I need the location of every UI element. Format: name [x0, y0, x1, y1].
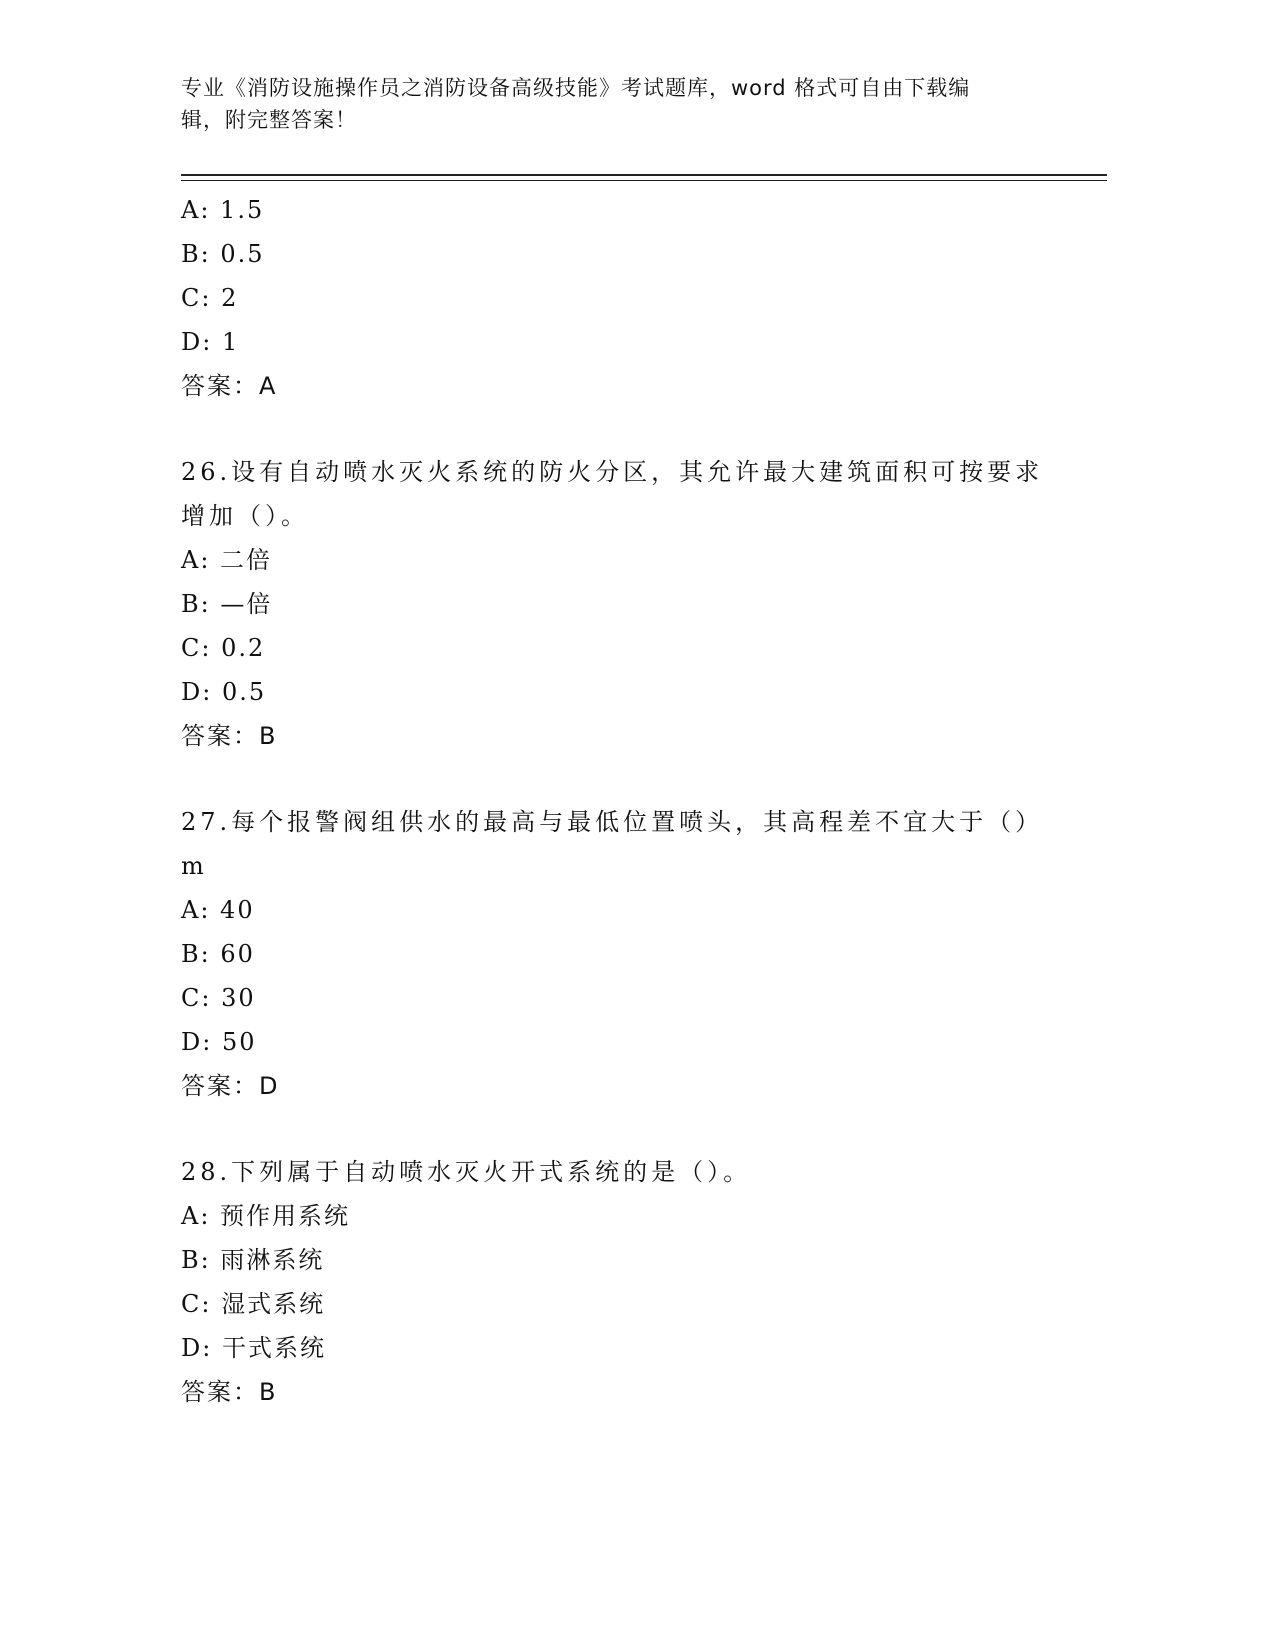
question-block-28 [181, 1150, 1121, 1414]
option-d: D: 50 [181, 1028, 257, 1056]
option-c: C: 2 [181, 284, 239, 312]
option-c: C: 30 [181, 984, 256, 1012]
answer-line: 答案：D [181, 1072, 280, 1100]
answer-line: 答案：A [181, 372, 278, 400]
question-stem [181, 800, 1051, 888]
option-a: A: 预作用系统 [181, 1202, 351, 1230]
option-c: C: 0.2 [181, 634, 266, 662]
question-stem [181, 450, 1051, 538]
option-a: A: 40 [181, 896, 255, 924]
question-stem-line-2: m [181, 852, 208, 880]
answer-line: 答案：B [181, 1378, 278, 1406]
option-b: B: —倍 [181, 590, 273, 618]
question-list [181, 188, 1121, 1414]
header-title-line-2: 辑，附完整答案！ [181, 108, 357, 132]
question-stem [181, 1150, 1051, 1194]
option-a: A: 二倍 [181, 546, 273, 574]
option-c: C: 湿式系统 [181, 1290, 326, 1318]
spacer [181, 408, 1121, 450]
option-d: D: 干式系统 [181, 1334, 326, 1362]
question-stem-line-1: 28.下列属于自动喷水灭火开式系统的是（）。 [181, 1158, 752, 1186]
document-header [181, 72, 1081, 136]
option-b: B: 雨淋系统 [181, 1246, 325, 1274]
option-d: D: 1 [181, 328, 240, 356]
spacer [181, 758, 1121, 800]
option-b: B: 0.5 [181, 240, 265, 268]
question-stem-line-1: 27.每个报警阀组供水的最高与最低位置喷头，其高程差不宜大于（） [181, 808, 1044, 836]
question-block-27 [181, 800, 1121, 1108]
option-d: D: 0.5 [181, 678, 267, 706]
question-block-25 [181, 188, 1121, 408]
question-stem-line-2: 增加（）。 [181, 502, 309, 530]
option-b: B: 60 [181, 940, 255, 968]
header-divider-thin [181, 180, 1107, 181]
spacer [181, 1108, 1121, 1150]
header-divider-thick [181, 174, 1107, 176]
answer-line: 答案：B [181, 722, 278, 750]
question-block-26 [181, 450, 1121, 758]
option-a: A: 1.5 [181, 196, 265, 224]
header-title-line-1: 专业《消防设施操作员之消防设备高级技能》考试题库，word 格式可自由下载编 [181, 76, 971, 100]
question-stem-line-1: 26.设有自动喷水灭火系统的防火分区，其允许最大建筑面积可按要求 [181, 458, 1044, 486]
